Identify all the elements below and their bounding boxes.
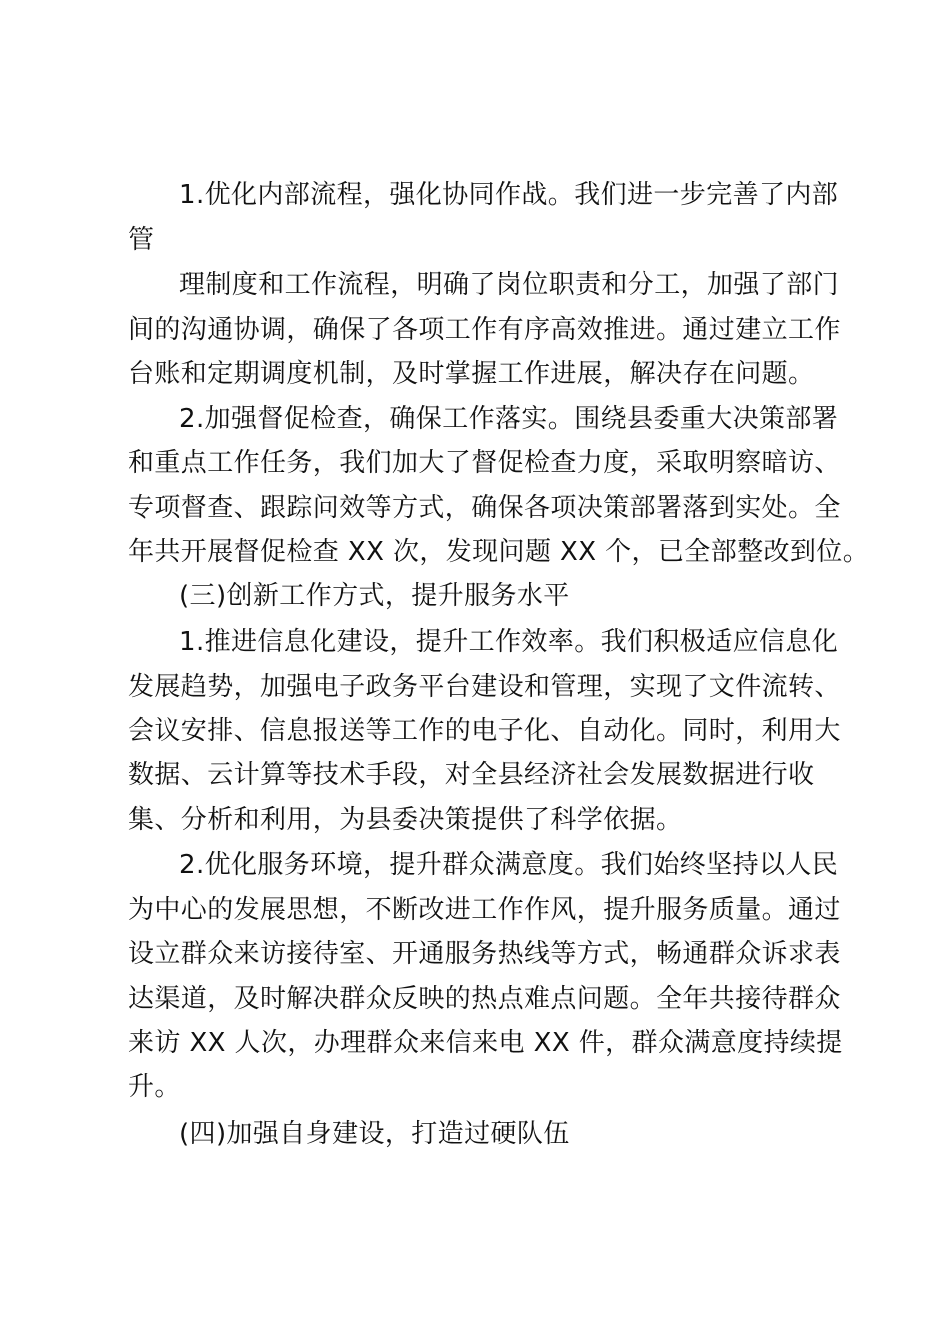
text-line: 发展趋势，加强电子政务平台建设和管理，实现了文件流转、 <box>128 672 841 702</box>
text-line: 和重点工作任务，我们加大了督促检查力度，采取明察暗访、 <box>128 448 841 478</box>
text-line: 理制度和工作流程，明确了岗位职责和分工，加强了部门 <box>179 270 840 300</box>
text-line: 数据、云计算等技术手段，对全县经济社会发展数据进行收 <box>128 760 815 790</box>
text-line: 会议安排、信息报送等工作的电子化、自动化。同时，利用大 <box>128 716 841 746</box>
text-line: 为中心的发展思想，不断改进工作作风，提升服务质量。通过 <box>128 895 841 925</box>
text-line: 间的沟通协调，确保了各项工作有序高效推进。通过建立工作 <box>128 315 841 345</box>
text-line: 1.优化内部流程，强化协同作战。我们进一步完善了内部 <box>179 180 839 210</box>
section-heading: (四)加强自身建设，打造过硬队伍 <box>179 1119 570 1149</box>
text-line: 年共开展督促检查 XX 次，发现问题 XX 个，已全部整改到位。 <box>128 537 870 567</box>
text-line: 台账和定期调度机制，及时掌握工作进展，解决存在问题。 <box>128 359 815 389</box>
text-line: 设立群众来访接待室、开通服务热线等方式，畅通群众诉求表 <box>128 939 841 969</box>
text-line: 2.加强督促检查，确保工作落实。围绕县委重大决策部署 <box>179 404 839 434</box>
text-line: 专项督查、跟踪问效等方式，确保各项决策部署落到实处。全 <box>128 493 841 523</box>
section-heading: (三)创新工作方式，提升服务水平 <box>179 581 570 611</box>
text-line: 集、分析和利用，为县委决策提供了科学依据。 <box>128 805 683 835</box>
text-line: 1.推进信息化建设，提升工作效率。我们积极适应信息化 <box>179 627 839 657</box>
text-line: 管 <box>128 225 155 255</box>
text-line: 达渠道，及时解决群众反映的热点难点问题。全年共接待群众 <box>128 984 841 1014</box>
text-line: 升。 <box>128 1072 181 1102</box>
text-line: 来访 XX 人次，办理群众来信来电 XX 件，群众满意度持续提 <box>128 1028 843 1058</box>
text-line: 2.优化服务环境，提升群众满意度。我们始终坚持以人民 <box>179 850 839 880</box>
